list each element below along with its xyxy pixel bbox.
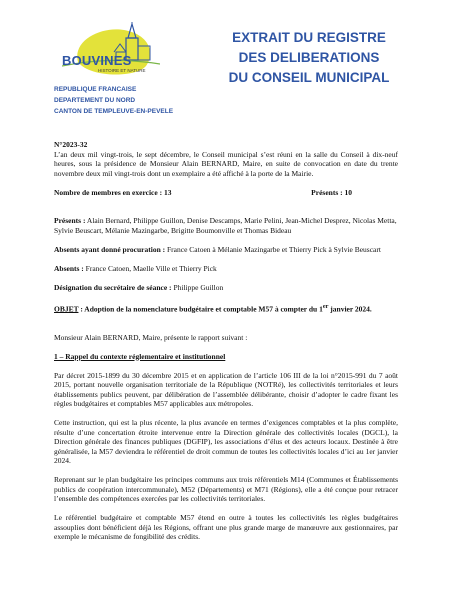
- title-line: DU CONSEIL MUNICIPAL: [228, 70, 390, 85]
- objet-label: OBJET: [54, 304, 79, 313]
- administrative-header: [54, 84, 173, 117]
- objet-end: janvier 2024.: [328, 304, 372, 313]
- members-count: Nombre de membres en exercice : 13: [54, 187, 172, 197]
- title-line: DES DELIBERATIONS: [238, 50, 380, 65]
- absents-label: Absents :: [54, 263, 84, 273]
- paragraph: Cette instruction, qui est la plus récente, la plus avancée en termes d’exigences comptables et la plus complète, résulte d’une concertation étroite intervenue entre la Direction générale des collectivités locales (DGCL), la Direction générale des finances publiques (DGFIP), les associations d’élus et des acteurs locaux. Destinée à être généralisée, la M57 deviendra le référentiel de droit commun de toutes les collectivités locales d’ici au 1er janvier 2024.: [54, 418, 398, 465]
- paragraph: Par décret 2015-1899 du 30 décembre 2015 et en application de l’article 106 III de la loi n°2015-991 du 7 août 2015, portant nouvelle organisation territoriale de la République (NOTRé), les collectivités territoriales et leurs établissements publics peuvent, par délibération de l’assemblée délibérante, choisir d’adopter le cadre fixant les règles budgétaires et comptables M57 applicables aux métropoles.: [54, 370, 398, 408]
- admin-line: DEPARTEMENT DU NORD: [54, 97, 136, 104]
- absents-value: France Catoen, Maelle Ville et Thierry Pick: [83, 263, 217, 273]
- paragraph: Le référentiel budgétaire et comptable M57 étend en outre à toutes les collectivités les règles budgétaires assouplies dont bénéficient déjà les Régions, offrant une plus grande marge de manœuvre aux gestionnaires, par exemple le mécanisme de fongibilité des crédits.: [54, 513, 398, 541]
- absents-line: [54, 264, 398, 274]
- objet-value: : Adoption de la nomenclature budgétaire et comptable M57 à compter du 1: [78, 304, 323, 313]
- presents-line: [54, 216, 398, 235]
- admin-line: CANTON DE TEMPLEUVE-EN-PEVELE: [54, 108, 174, 115]
- logo-tagline: HISTOIRE ET NATURE: [98, 68, 146, 73]
- document-body: [54, 140, 398, 542]
- logo-name: BOUVINES: [62, 53, 132, 68]
- section-title: 1 – Rappel du contexte réglementaire et institutionnel: [54, 351, 226, 361]
- commune-logo: [62, 22, 160, 84]
- proxy-value: France Catoen à Mélanie Mazingarbe et Thierry Pick à Sylvie Beuscart: [165, 244, 381, 254]
- present-count: Présents : 10: [311, 187, 352, 197]
- document-title: [204, 28, 414, 88]
- deliberation-number: N°2023-32: [54, 140, 88, 149]
- secretary-label: Désignation du secrétaire de séance :: [54, 282, 172, 292]
- title-line: EXTRAIT DU REGISTRE: [232, 30, 386, 45]
- objet-line: [54, 302, 398, 314]
- paragraph: Reprenant sur le plan budgétaire les principes communs aux trois référentiels M14 (Communes et Établissements publics de coopération intercommunale), M52 (Départements) et M71 (Régions), elle a été conçue pour retracer l’ensemble des compétences exercées par les collectivités territoriales.: [54, 475, 398, 503]
- secretary-line: [54, 283, 398, 293]
- maire-line: Monsieur Alain BERNARD, Maire, présente le rapport suivant :: [54, 332, 248, 342]
- presents-value: Alain Bernard, Philippe Guillon, Denise Descamps, Marie Pelini, Jean-Michel Desprez, Nicolas Metta, Sylvie Beuscart, Mélanie Mazingarbe, Brigitte Boumonville et Thomas Bideau: [54, 216, 397, 235]
- objet-sup: er: [322, 302, 329, 310]
- proxy-line: [54, 245, 398, 255]
- intro-paragraph: L’an deux mil vingt-trois, le sept décembre, le Conseil municipal s’est réuni en la salle du Conseil à dix-neuf heures, sous la présidence de Monsieur Alain BERNARD, Maire, en suite de convocation en date du trente novembre deux mil vingt-trois dont un exemplaire a été affiché à la porte de la Mairie.: [54, 149, 398, 178]
- proxy-label: Absents ayant donné procuration :: [54, 244, 166, 254]
- admin-line: REPUBLIQUE FRANCAISE: [54, 86, 137, 93]
- members-row: [54, 188, 398, 198]
- presents-label: Présents :: [54, 216, 86, 225]
- secretary-value: Philippe Guillon: [171, 282, 224, 292]
